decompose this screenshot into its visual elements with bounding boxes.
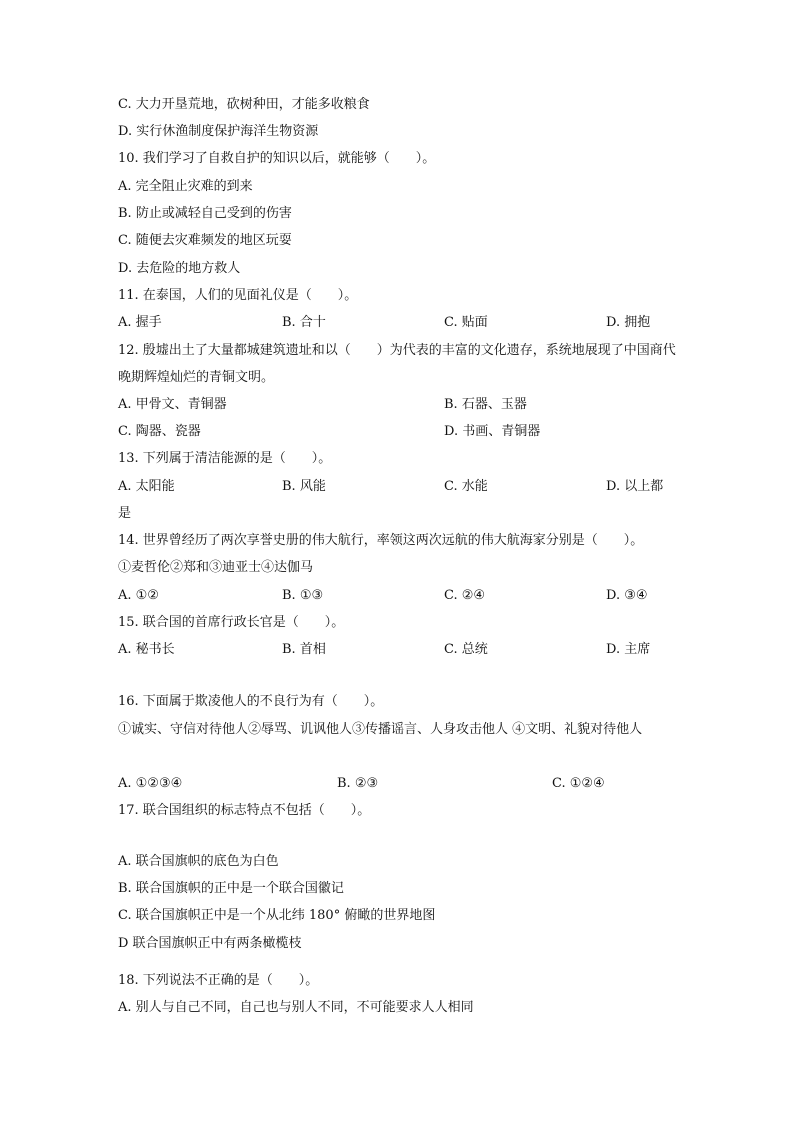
q13-option-b: B. 风能 <box>282 479 326 494</box>
q12-stem: 12. 殷墟出土了大量都城建筑遗址和以（ ）为代表的丰富的文化遗存，系统地展现了中国商代晚期辉煌灿烂的青铜文明。 <box>118 343 676 385</box>
q11-stem: 11. 在泰国，人们的见面礼仪是（ ）。 <box>118 288 358 303</box>
q14-option-d: D. ③④ <box>606 588 648 603</box>
q16-option-c: C. ①②④ <box>552 776 605 791</box>
q12-option-c: C. 陶器、瓷器 <box>118 424 201 439</box>
q16-option-b: B. ②③ <box>337 776 379 791</box>
q13-option-d: D. 以上都 <box>606 479 664 494</box>
q10-option-b: B. 防止或减轻自己受到的伤害 <box>118 206 292 221</box>
q11-option-b: B. 合十 <box>282 315 326 330</box>
q11-option-c: C. 贴面 <box>444 315 488 330</box>
q9-option-c: C. 大力开垦荒地，砍树种田，才能多收粮食 <box>118 97 370 112</box>
q18-option-a: A. 别人与自己不同，自己也与别人不同，不可能要求人人相同 <box>118 1000 474 1015</box>
q13-option-d-continued: 是 <box>118 506 132 521</box>
q9-option-d: D. 实行休渔制度保护海洋生物资源 <box>118 124 319 139</box>
q18-stem: 18. 下列说法不正确的是（ ）。 <box>118 973 319 988</box>
q16-items: ①诚实、守信对待他人②辱骂、讥讽他人③传播谣言、人身攻击他人 ④文明、礼貌对待他人 <box>118 722 643 737</box>
q15-option-c: C. 总统 <box>444 642 488 657</box>
q17-option-b: B. 联合国旗帜的正中是一个联合国徽记 <box>118 881 344 896</box>
q10-stem: 10. 我们学习了自救自护的知识以后，就能够（ ）。 <box>118 151 436 166</box>
q14-items: ①麦哲伦②郑和③迪亚士④达伽马 <box>118 560 314 575</box>
q15-stem: 15. 联合国的首席行政长官是（ ）。 <box>118 615 345 630</box>
q10-option-d: D. 去危险的地方救人 <box>118 261 241 276</box>
q12-option-a: A. 甲骨文、青铜器 <box>118 397 227 412</box>
q16-stem: 16. 下面属于欺凌他人的不良行为有（ ）。 <box>118 694 384 709</box>
q12-option-b: B. 石器、玉器 <box>444 397 527 412</box>
q15-option-a: A. 秘书长 <box>118 642 175 657</box>
q13-option-a: A. 太阳能 <box>118 479 175 494</box>
q14-option-c: C. ②④ <box>444 588 486 603</box>
q17-option-c: C. 联合国旗帜正中是一个从北纬 180° 俯瞰的世界地图 <box>118 908 436 923</box>
q17-option-a: A. 联合国旗帜的底色为白色 <box>118 854 279 869</box>
q10-option-c: C. 随便去灾难频发的地区玩耍 <box>118 233 292 248</box>
q17-option-d: D 联合国旗帜正中有两条橄榄枝 <box>118 936 302 951</box>
q14-option-b: B. ①③ <box>282 588 324 603</box>
q11-option-d: D. 拥抱 <box>606 315 651 330</box>
q12-option-d: D. 书画、青铜器 <box>444 424 541 439</box>
q17-stem: 17. 联合国组织的标志特点不包括（ ）。 <box>118 803 371 818</box>
q11-option-a: A. 握手 <box>118 315 162 330</box>
q13-stem: 13. 下列属于清洁能源的是（ ）。 <box>118 451 332 466</box>
q10-option-a: A. 完全阻止灾难的到来 <box>118 179 253 194</box>
q13-option-c: C. 水能 <box>444 479 488 494</box>
q15-option-d: D. 主席 <box>606 642 651 657</box>
q15-option-b: B. 首相 <box>282 642 326 657</box>
q14-option-a: A. ①② <box>118 588 159 603</box>
q16-option-a: A. ①②③④ <box>118 776 183 791</box>
q14-stem: 14. 世界曾经历了两次享誉史册的伟大航行，率领这两次远航的伟大航海家分别是（ ）。 <box>118 533 644 548</box>
